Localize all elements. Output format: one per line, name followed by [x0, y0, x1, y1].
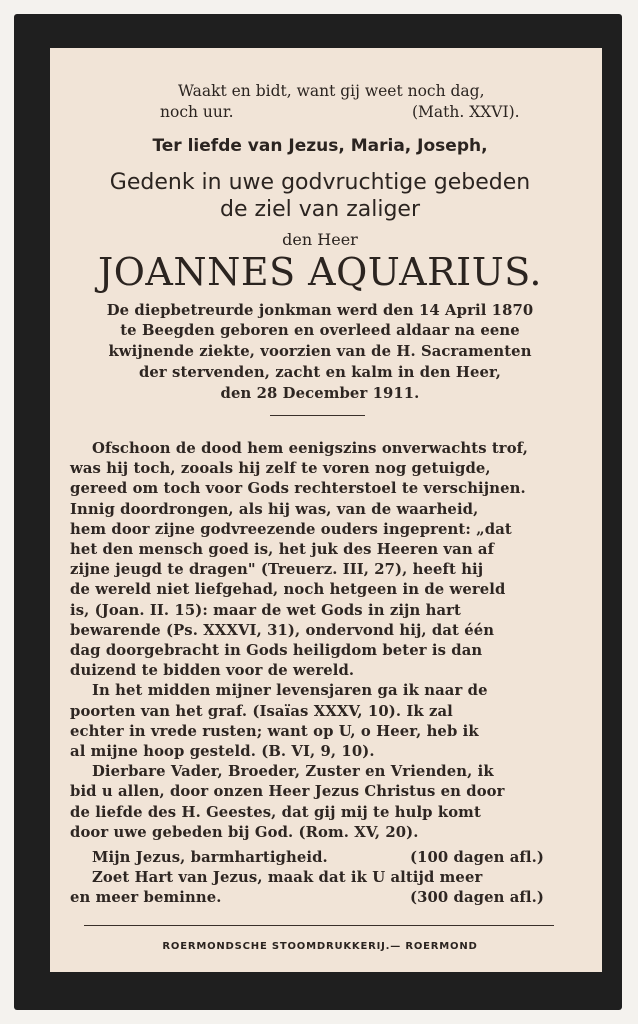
text-line: poorten van het graf. (Isaïas XXXV, 10). Ik zal	[70, 702, 453, 720]
text-line: duizend te bidden voor de wereld.	[70, 662, 355, 680]
text-line: hem door zijne godvreezende ouders ingeprent: „dat	[70, 520, 512, 538]
text-line: Dierbare Vader, Broeder, Zuster en Vrienden, ik	[92, 763, 494, 781]
indulgence-text: Mijn Jezus, barmhartigheid.	[92, 849, 328, 866]
indulgence-days: (100 dagen afl.)	[410, 849, 544, 866]
text-line: Innig doordrongen, als hij was, van de waarheid,	[70, 500, 479, 518]
text-line: de wereld niet liefgehad, noch hetgeen in de wereld	[70, 581, 506, 599]
text-line: echter in vrede rusten; want op U, o Heer, heb ik	[70, 722, 479, 740]
indulgence-text: Zoet Hart van Jezus, maak dat ik U altijd meer	[92, 869, 483, 886]
text-line: gereed om toch voor Gods rechterstoel te verschijnen.	[70, 480, 526, 498]
text-line: Ofschoon de dood hem eenigszins onverwachts trof,	[92, 440, 529, 457]
bio-line: der stervenden, zacht en kalm in den Heer,	[138, 364, 502, 381]
indulgence-days: (300 dagen afl.)	[410, 889, 544, 906]
title-prefix: den Heer	[282, 230, 358, 249]
bio-line: De diepbetreurde jonkman werd den 14 April 1870	[106, 302, 534, 319]
text-line: het den mensch goed is, het juk des Heeren van af	[70, 541, 495, 558]
deceased-name: JOANNES AQUARIUS.	[98, 250, 542, 294]
bio-line: den 28 December 1911.	[220, 385, 420, 402]
bio-line: te Beegden geboren en overleed aldaar na eene	[120, 322, 520, 339]
text-line: door uwe gebeden bij God. (Rom. XV, 20).	[70, 823, 419, 841]
text-line: de liefde des H. Geestes, dat gij mij te hulp komt	[70, 803, 481, 821]
text-line: bewarende (Ps. XXXVI, 31), ondervond hij, dat één	[70, 621, 495, 639]
text-line: al mijne hoop gesteld. (B. VI, 9, 10).	[70, 743, 375, 760]
dedication: Ter liefde van Jezus, Maria, Joseph,	[152, 136, 488, 156]
text-line: bid u allen, door onzen Heer Jezus Christus en door	[70, 783, 505, 801]
verse-citation: (Math. XXVI).	[412, 103, 520, 121]
text-line: In het midden mijner levensjaren ga ik naar de	[92, 682, 488, 700]
printer-imprint: ROERMONDSCHE STOOMDRUKKERIJ.— ROERMOND	[162, 941, 478, 952]
text-line: zijne jeugd te dragen" (Treuerz. III, 27), heeft hij	[70, 561, 484, 579]
separator-bottom	[84, 925, 554, 926]
text-line: dag doorgebracht in Gods heiligdom beter is dan	[70, 642, 483, 659]
prayer-line-1: Gedenk in uwe godvruchtige gebeden	[109, 170, 531, 195]
prayer-line-2: de ziel van zaliger	[219, 197, 421, 222]
text-line: is, (Joan. II. 15): maar de wet Gods in zijn hart	[70, 601, 461, 619]
bio-line: kwijnende ziekte, voorzien van de H. Sacramenten	[108, 343, 532, 360]
verse-line-1: Waakt en bidt, want gij weet noch dag,	[178, 82, 485, 100]
separator-top	[270, 415, 365, 416]
verse-line-2a: noch uur.	[160, 103, 234, 121]
indulgence-text: en meer beminne.	[70, 889, 222, 906]
text-line: was hij toch, zooals hij zelf te voren nog getuigde,	[70, 460, 491, 478]
